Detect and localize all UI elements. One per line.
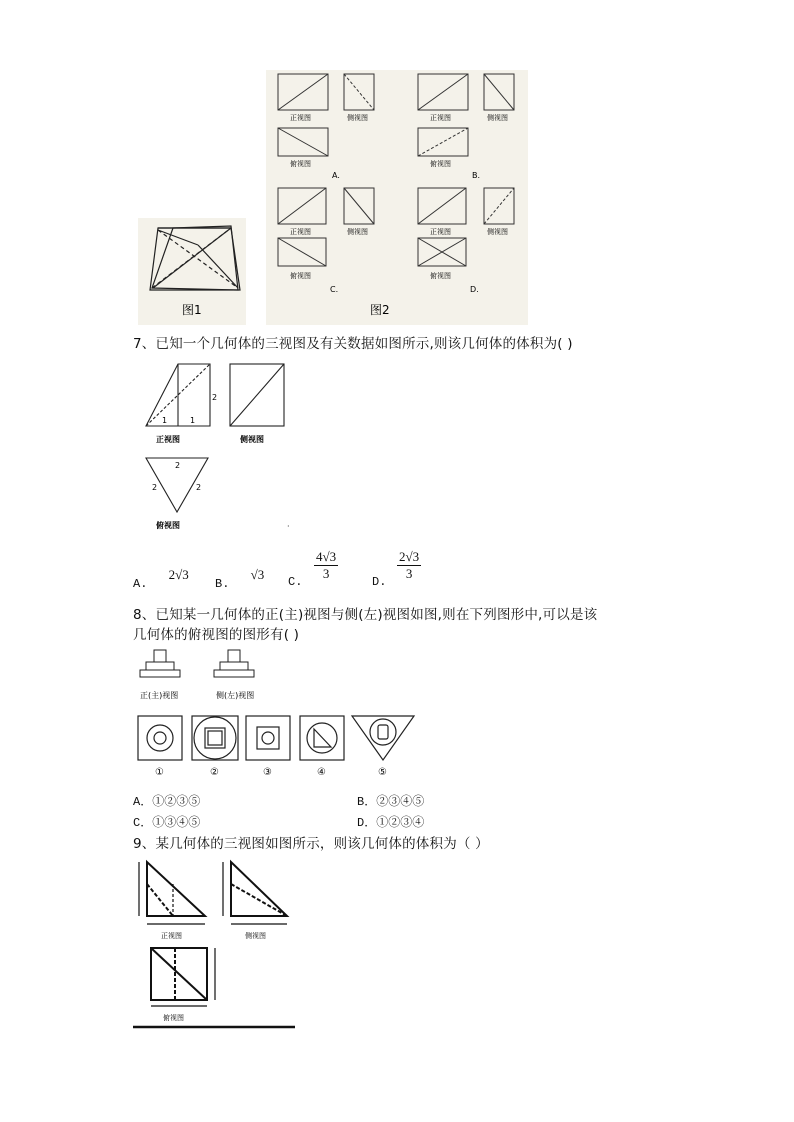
q8-shapes [136, 712, 426, 782]
svg-text:D.: D. [470, 285, 479, 294]
svg-text:俯视图: 俯视图 [290, 272, 311, 280]
svg-text:正视图: 正视图 [430, 114, 451, 122]
svg-text:侧视图: 侧视图 [347, 228, 368, 236]
q8-views [136, 646, 276, 706]
q9-front-view [147, 862, 205, 916]
top-figure [138, 70, 528, 325]
svg-text:正视图: 正视图 [430, 228, 451, 236]
svg-text:俯视图: 俯视图 [430, 160, 451, 168]
svg-text:④: ④ [317, 767, 326, 778]
svg-text:②: ② [210, 767, 219, 778]
q7-option-d-letter[interactable]: D. [372, 575, 387, 589]
svg-text:B.: B. [472, 171, 481, 180]
q8-question-line1: 8、已知某一几何体的正(主)视图与侧(左)视图如图,则在下列图形中,可以是该 [133, 607, 598, 623]
shape-5 [352, 716, 414, 760]
svg-text:C.: C. [330, 285, 339, 294]
q7-option-d-fraction: $\frac{2√3}{3}$ [399, 549, 420, 581]
svg-text:③: ③ [263, 767, 272, 778]
svg-text:正视图: 正视图 [290, 228, 311, 236]
svg-text:2: 2 [152, 483, 158, 492]
fig1-label: 图1 [182, 303, 202, 317]
svg-text:正(主)视图: 正(主)视图 [140, 691, 179, 700]
q8-option-d[interactable]: D．①②③④ [357, 816, 425, 830]
q7-option-c-fraction: $\frac{4√3}{3}$ [316, 549, 337, 581]
svg-text:俯视图: 俯视图 [156, 521, 180, 530]
svg-text:侧(左)视图: 侧(左)视图 [216, 691, 255, 700]
svg-text:侧视图: 侧视图 [487, 114, 508, 122]
svg-text:正视图: 正视图 [290, 114, 311, 122]
q8-option-a[interactable]: A．①②③⑤ [133, 795, 201, 809]
stray-mark: · [287, 522, 290, 531]
svg-text:侧视图: 侧视图 [487, 228, 508, 236]
q8-option-c[interactable]: C．①③④⑤ [133, 816, 201, 830]
svg-text:1: 1 [162, 416, 168, 425]
q7-option-c-letter[interactable]: C. [288, 575, 303, 589]
svg-text:侧视图: 侧视图 [240, 435, 264, 444]
fig2-label: 图2 [370, 303, 390, 317]
svg-text:正视图: 正视图 [156, 435, 180, 444]
svg-text:2: 2 [196, 483, 202, 492]
shape-2 [194, 717, 236, 759]
q9-figure [133, 858, 295, 1030]
svg-text:①: ① [155, 767, 164, 778]
svg-text:俯视图: 俯视图 [290, 160, 311, 168]
svg-text:侧视图: 侧视图 [347, 114, 368, 122]
svg-text:A.: A. [332, 171, 340, 180]
svg-text:2: 2 [212, 393, 218, 402]
svg-text:1: 1 [190, 416, 196, 425]
q7-question: 7、已知一个几何体的三视图及有关数据如图所示,则该几何体的体积为( ) [133, 336, 573, 352]
figure-1-and-2 [138, 70, 528, 325]
svg-text:正视图: 正视图 [161, 932, 182, 940]
shape-3 [246, 716, 290, 760]
svg-text:侧视图: 侧视图 [245, 932, 266, 940]
q8-question-line2: 几何体的俯视图的图形有( ) [133, 627, 300, 643]
q8-option-b[interactable]: B．②③④⑤ [357, 795, 425, 809]
svg-text:俯视图: 俯视图 [430, 272, 451, 280]
q7-figure [140, 360, 300, 535]
q9-question: 9、某几何体的三视图如图所示，则该几何体的体积为（ ） [133, 836, 489, 852]
svg-text:2: 2 [175, 461, 181, 470]
q7-option-a[interactable]: A. 2√3 [133, 567, 189, 591]
q7-option-b[interactable]: B. √3 [215, 567, 265, 591]
svg-text:⑤: ⑤ [378, 767, 387, 778]
shape-1 [138, 716, 182, 760]
svg-text:俯视图: 俯视图 [163, 1014, 184, 1022]
